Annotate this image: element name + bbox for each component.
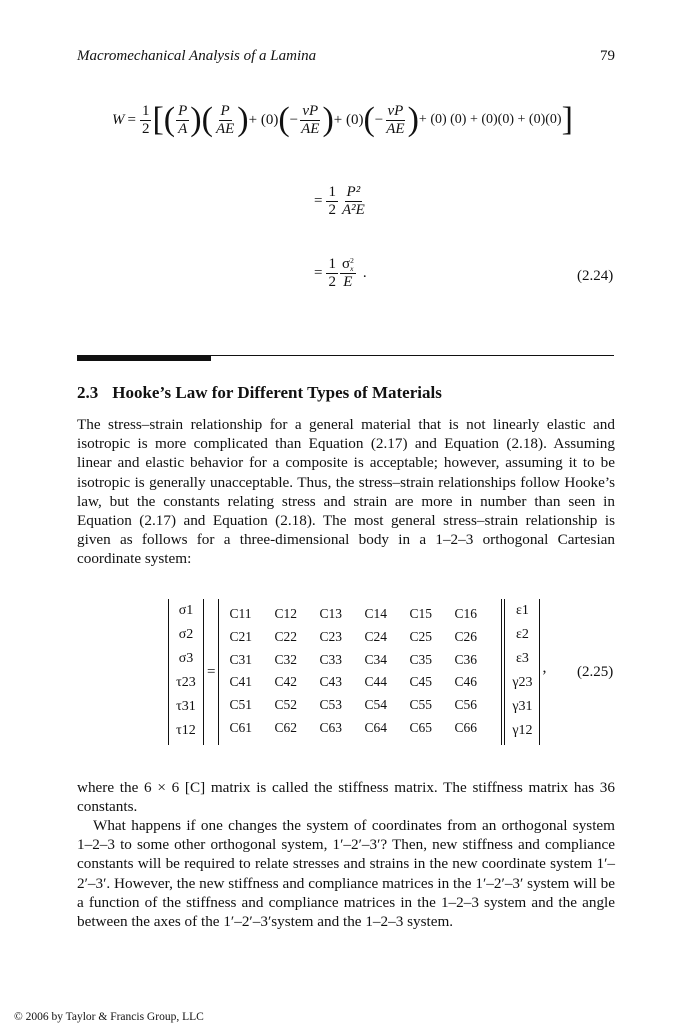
matrix-comma: , [542,659,547,676]
equation-stiffness-matrix [168,597,546,747]
stiffness-entry: C36 [454,651,477,667]
stiffness-entry: C16 [454,606,477,622]
stress-component-6: τ12 [176,723,196,738]
equation-work-expansion: W = $\frac{1}{2}$ [ ( $\frac{P}{A}$ ) ( $\frac{P}{AE}$ ) + (0) ( − $\frac{\nu P}{AE}$ ) + (0) ( − $\frac{\nu P}{AE}$ ) + (0) (0) + (0)(0) + (0)(0) ] [112,101,573,138]
stiffness-entry: C43 [319,674,342,690]
stiffness-entry: C35 [409,651,432,667]
strain-component-5: γ31 [512,699,533,714]
stiffness-entry: C66 [454,719,477,735]
eq-p-over-ae: $\frac{P}{AE}$ [215,102,235,137]
page-number: 79 [600,48,615,64]
stiffness-entry: C13 [319,606,342,622]
eq-equals: = [127,111,136,128]
matrix-equals: = [207,663,216,680]
stiffness-entry: C44 [364,674,387,690]
eq-w-symbol: W [112,111,125,128]
strain-vector [504,599,540,745]
stiffness-entry: C15 [409,606,432,622]
stiffness-entry: C46 [454,674,477,690]
section-heading [77,383,442,403]
section-title: Hooke’s Law for Different Types of Materials [112,383,442,402]
eq-period: . [362,265,367,281]
stress-component-2: σ2 [178,627,194,642]
eq-equals-2: = [314,193,323,209]
stiffness-entry: C22 [274,629,297,645]
section-number: 2.3 [77,383,99,402]
eq-zero-tail: + (0) (0) + (0)(0) + (0)(0) [418,112,562,127]
stress-component-3: σ3 [178,651,194,666]
stiffness-entry: C61 [229,719,252,735]
stiffness-entry: C32 [274,651,297,667]
eq-open-bracket: [ [152,101,164,138]
eq-half-fraction: $\frac{1}{2}$ [141,102,150,137]
strain-component-1: ε1 [516,603,529,618]
paragraph-stiffness-matrix: where the 6 × 6 [C] matrix is called the stiffness matrix. The stiffness matrix has 36 constants. [77,779,615,816]
eq-nup-over-ae-2: $\frac{\nu P}{AE}$ [386,102,405,137]
stiffness-entry: C21 [229,629,252,645]
eq-p-over-a: $\frac{P}{A}$ [178,102,188,137]
stiffness-entry: C12 [274,606,297,622]
strain-component-2: ε2 [516,627,529,642]
copyright-footer: © 2006 by Taylor & Francis Group, LLC [14,1011,204,1023]
stress-vector [168,599,204,745]
paragraph-intro: The stress–strain relationship for a general material that is not linearly elastic and isotropic is more complicated than Equation (2.17) and Equation (2.18). Assuming linear and elastic behavior for a composite is acceptable; however, assuming it to be isotropic is generally unacceptable. Thus, the stress–strain relationships follow Hooke’s law, but the constants relating stress and strain are more in number than seen in Equation (2.17) and Equation (2.18). The most general stress–strain relationship is given as follows for a three-dimensional body in a 1–2–3 orthogonal Cartesian coordinate system: [77,416,615,568]
stress-component-5: τ31 [176,699,196,714]
stiffness-entry: C51 [229,697,252,713]
strain-component-6: γ12 [512,723,533,738]
equation-number-2-24: (2.24) [577,268,614,284]
stiffness-entry: C52 [274,697,297,713]
eq-plus-zero-1: + (0) [248,111,279,128]
eq-sigma2-over-e: σ 2 x E [341,255,354,290]
stiffness-entry: C53 [319,697,342,713]
stiffness-entry: C63 [319,719,342,735]
eq-plus-zero-2: + (0) [333,111,364,128]
stiffness-entry: C11 [229,606,252,622]
stiffness-entry: C33 [319,651,342,667]
section-rule-accent [77,355,211,361]
stress-component-1: σ1 [178,603,194,618]
eq-half-fraction-2: $\frac{1}{2}$ [328,184,336,218]
eq-minus-2: − [374,111,384,128]
stiffness-entry: C45 [409,674,432,690]
stiffness-entry: C65 [409,719,432,735]
stress-component-4: τ23 [176,675,196,690]
strain-component-3: ε3 [516,651,529,666]
stiffness-entry: C31 [229,651,252,667]
equation-sigma-squared [314,256,367,291]
stiffness-entry: C56 [454,697,477,713]
eq-p2-over-a2e: $\frac{\text{P²}}{\text{A²E}}$ [341,184,365,218]
stiffness-entry: C34 [364,651,387,667]
strain-component-4: γ23 [512,675,533,690]
eq-close-bracket: ] [561,101,573,138]
stiffness-entry: C62 [274,719,297,735]
stiffness-entry: C25 [409,629,432,645]
stiffness-entry: C14 [364,606,387,622]
equation-p-squared [314,184,368,219]
eq-minus-1: − [289,111,299,128]
stiffness-matrix [218,599,502,745]
stiffness-entry: C42 [274,674,297,690]
eq-equals-3: = [314,265,323,281]
stiffness-entry: C41 [229,674,252,690]
paragraph-coordinate-change: What happens if one changes the system of coordinates from an orthogonal system 1–2–3 to some other orthogonal system, 1′–2′–3′? Then, new stiffness and compliance constants will be required to relate stresses and strains in the new coordinate system 1′–2′–3′. However, the new stiffness and compliance matrices in the 1′–2′–3′ system will be a function of the stiffness and compliance matrices in the 1–2–3 system and the angle between the axes of the 1′–2′–3′system and the 1–2–3 system. [77,817,615,931]
stiffness-entry: C23 [319,629,342,645]
stiffness-entry: C64 [364,719,387,735]
stiffness-entry: C54 [364,697,387,713]
stiffness-entry: C55 [409,697,432,713]
running-header-title: Macromechanical Analysis of a Lamina [77,48,317,64]
eq-half-fraction-3: $\frac{1}{2}$ [328,256,336,290]
stiffness-entry: C26 [454,629,477,645]
equation-number-2-25: (2.25) [577,664,614,680]
eq-nup-over-ae-1: $\frac{\nu P}{AE}$ [301,102,320,137]
stiffness-entry: C24 [364,629,387,645]
